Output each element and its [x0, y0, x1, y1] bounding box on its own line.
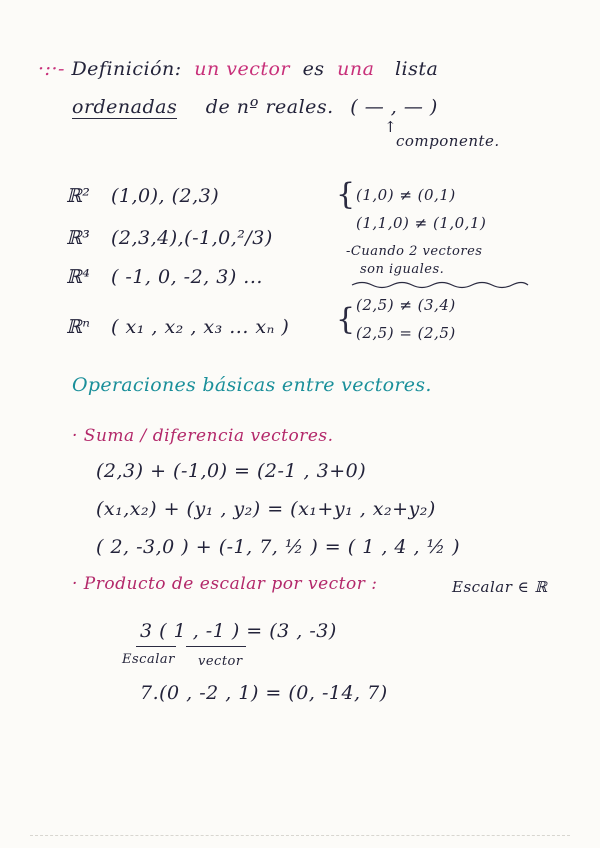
- definition-tuple: ( — , — ): [350, 96, 438, 118]
- note-line: (2,5) ≠ (3,4): [356, 296, 456, 314]
- left-brace: {: [336, 177, 356, 212]
- sum-example: (2,3) + (-1,0) = (2-1 , 3+0): [96, 460, 367, 482]
- sum-heading: · Suma / diferencia vectores.: [72, 426, 334, 446]
- note-line: (1,1,0) ≠ (1,0,1): [356, 214, 487, 232]
- definition-prefix: ·:·-: [38, 58, 65, 80]
- arrow-up-icon: ↑: [384, 118, 398, 136]
- space-examples: ( -1, 0, -2, 3) ...: [110, 266, 263, 288]
- definition-label: Definición:: [71, 58, 182, 80]
- space-symbol: ℝ⁴: [66, 266, 91, 288]
- note-line: son iguales.: [360, 262, 445, 277]
- definition-line: [38, 58, 438, 80]
- definition-word-un: un: [194, 58, 220, 80]
- definition-word-es: es: [302, 58, 325, 80]
- space-symbol: ℝ³: [66, 227, 91, 249]
- product-note: Escalar ∈ ℝ: [452, 578, 548, 596]
- space-examples: (1,0), (2,3): [110, 185, 220, 207]
- space-symbol: ℝⁿ: [66, 316, 91, 338]
- space-row: [66, 185, 219, 207]
- space-row: [66, 266, 263, 288]
- product-example: 3 ( 1 , -1 ) = (3 , -3): [140, 620, 337, 642]
- bottom-divider: [30, 835, 570, 836]
- sum-example: ( 2, -3,0 ) + (-1, 7, ½ ) = ( 1 , 4 , ½ ): [96, 536, 460, 558]
- definition-ordenadas: ordenadas: [72, 96, 178, 118]
- space-row: [66, 227, 273, 249]
- escalar-underline: [136, 646, 176, 647]
- definition-word-una: una: [337, 58, 375, 80]
- sum-example: (x₁,x₂) + (y₁ , y₂) = (x₁+y₁ , x₂+y₂): [96, 498, 436, 520]
- note-line: (1,0) ≠ (0,1): [356, 186, 456, 204]
- definition-word-lista: lista: [394, 58, 439, 80]
- wavy-underline: [350, 280, 530, 290]
- space-symbol: ℝ²: [66, 185, 91, 207]
- space-row: [66, 316, 289, 338]
- definition-line-2: [72, 96, 438, 118]
- space-examples: (2,3,4),(-1,0,²/3): [110, 227, 273, 249]
- definition-word-vector: vector: [226, 58, 291, 80]
- label-escalar: Escalar: [122, 652, 175, 667]
- section-title: Operaciones básicas entre vectores.: [72, 374, 432, 396]
- product-heading: · Producto de escalar por vector :: [72, 574, 378, 594]
- label-vector: vector: [198, 654, 243, 669]
- note-line: -Cuando 2 vectores: [346, 244, 483, 259]
- space-examples: ( x₁ , x₂ , x₃ ... xₙ ): [111, 316, 290, 338]
- note-line: (2,5) = (2,5): [356, 324, 456, 342]
- component-note: componente.: [396, 132, 500, 150]
- vector-underline: [186, 646, 246, 647]
- definition-reales: de nº reales.: [205, 96, 334, 118]
- product-example-2: 7.(0 , -2 , 1) = (0, -14, 7): [140, 682, 388, 704]
- left-brace-lower: {: [336, 302, 356, 337]
